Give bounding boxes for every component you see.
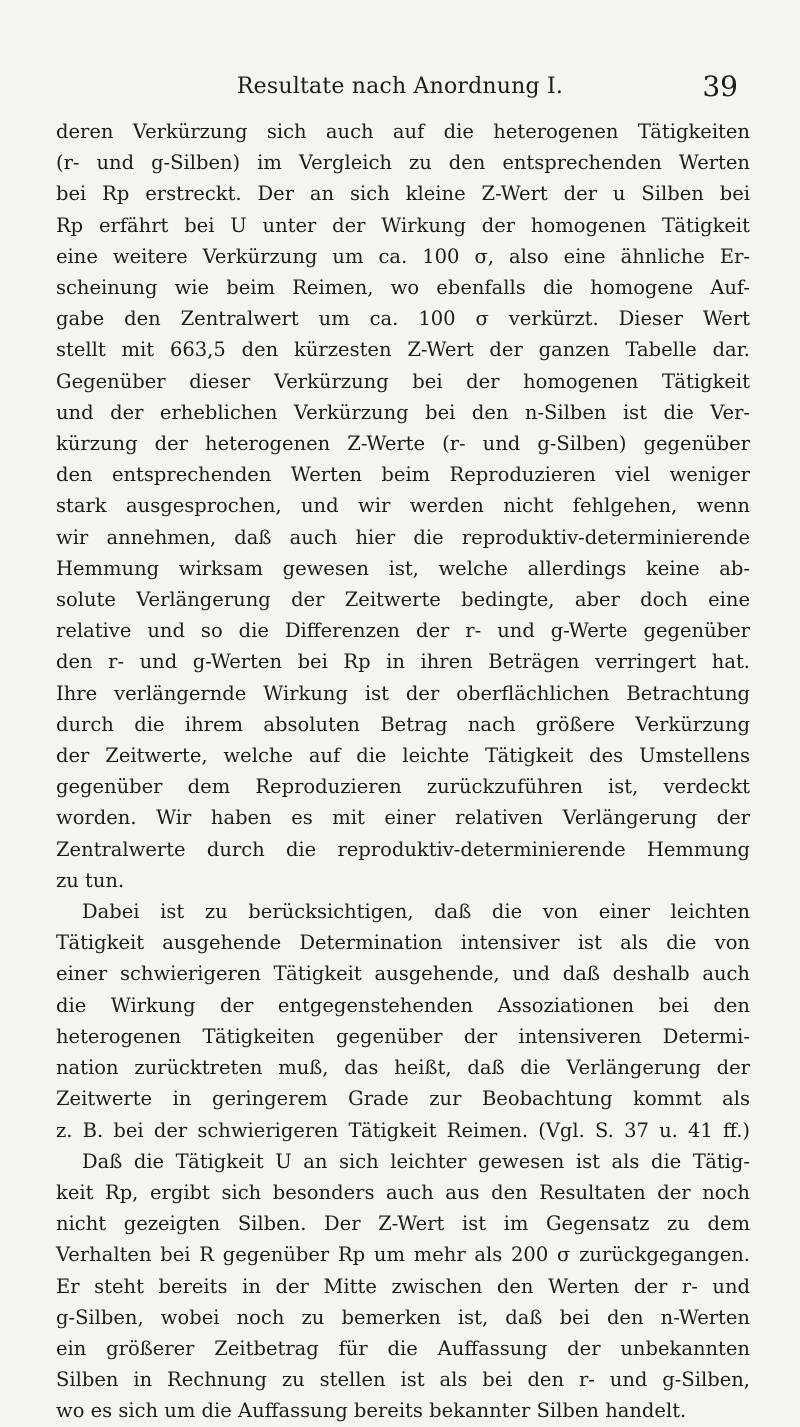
text-line: Zentralwerte durch die reproduktiv-determinierende Hemmung: [56, 837, 750, 861]
text-line: den entsprechenden Werten beim Reproduzieren viel weniger: [56, 463, 750, 487]
text-line: heterogenen Tätigkeiten gegenüber der intensiveren Determi-: [56, 1024, 750, 1048]
text-line: bei Rp erstreckt. Der an sich kleine Z-Wert der u Silben bei: [56, 182, 750, 206]
text-line: wo es sich um die Auffassung bereits bekannter Silben handelt.: [56, 1399, 687, 1423]
text-line: Zeitwerte in geringerem Grade zur Beobachtung kommt als: [56, 1087, 750, 1111]
text-line: und der erheblichen Verkürzung bei den n-Silben ist die Ver-: [56, 400, 750, 424]
text-line: durch die ihrem absoluten Betrag nach größere Verkürzung: [56, 712, 750, 736]
text-line: Rp erfährt bei U unter der Wirkung der homogenen Tätigkeit: [56, 213, 750, 237]
text-line: Er steht bereits in der Mitte zwischen den Werten der r- und: [56, 1274, 750, 1298]
text-line: relative und so die Differenzen der r- und g-Werte gegenüber: [56, 619, 750, 643]
text-line: Daß die Tätigkeit U an sich leichter gewesen ist als die Tätig-: [82, 1149, 750, 1173]
text-line: solute Verlängerung der Zeitwerte bedingte, aber doch eine: [56, 588, 750, 612]
text-line: Hemmung wirksam gewesen ist, welche allerdings keine ab-: [56, 556, 750, 580]
text-line: Verhalten bei R gegenüber Rp um mehr als 200 σ zurückgegangen.: [56, 1243, 750, 1267]
text-line: gegenüber dem Reproduzieren zurückzuführen ist, verdeckt: [56, 775, 750, 799]
page-number: 39: [702, 70, 738, 103]
text-line: Ihre verlängernde Wirkung ist der oberflächlichen Betrachtung: [56, 681, 750, 705]
text-line: ein größerer Zeitbetrag für die Auffassung der unbekannten: [56, 1336, 750, 1360]
text-line: (r- und g-Silben) im Vergleich zu den entsprechenden Werten: [56, 151, 750, 175]
text-line: gabe den Zentralwert um ca. 100 σ verkürzt. Dieser Wert: [56, 307, 750, 331]
text-line: g-Silben, wobei noch zu bemerken ist, daß bei den n-Werten: [56, 1305, 750, 1329]
text-line: worden. Wir haben es mit einer relativen Verlängerung der: [56, 806, 750, 830]
text-line: die Wirkung der entgegenstehenden Assoziationen bei den: [56, 993, 750, 1017]
text-line: Tätigkeit ausgehende Determination intensiver ist als die von: [56, 931, 750, 955]
text-line: stark ausgesprochen, und wir werden nicht fehlgehen, wenn: [56, 494, 750, 518]
text-line: kürzung der heterogenen Z-Werte (r- und g-Silben) gegenüber: [56, 432, 750, 456]
text-line: z. B. bei der schwierigeren Tätigkeit Reimen. (Vgl. S. 37 u. 41 ff.): [56, 1118, 750, 1142]
text-line: den r- und g-Werten bei Rp in ihren Beträgen verringert hat.: [56, 650, 750, 674]
text-line: nicht gezeigten Silben. Der Z-Wert ist im Gegensatz zu dem: [56, 1212, 750, 1236]
running-head: [50, 70, 750, 104]
text-line: der Zeitwerte, welche auf die leichte Tätigkeit des Umstellens: [56, 744, 750, 768]
text-line: deren Verkürzung sich auch auf die heterogenen Tätigkeiten: [56, 120, 750, 143]
text-line: wir annehmen, daß auch hier die reproduktiv-determinierende: [56, 525, 750, 549]
text-line: eine weitere Verkürzung um ca. 100 σ, also eine ähnliche Er-: [56, 244, 750, 268]
text-line: nation zurücktreten muß, das heißt, daß die Verlängerung der: [56, 1056, 750, 1080]
text-line: stellt mit 663,5 den kürzesten Z-Wert der ganzen Tabelle dar.: [56, 338, 750, 362]
body-text: [56, 116, 750, 1427]
text-line: Gegenüber dieser Verkürzung bei der homogenen Tätigkeit: [56, 369, 750, 393]
running-head-title: Resultate nach Anordnung I.: [236, 74, 564, 99]
text-line: Silben in Rechnung zu stellen ist als bei den r- und g-Silben,: [56, 1368, 750, 1392]
text-line: scheinung wie beim Reimen, wo ebenfalls die homogene Auf-: [56, 276, 750, 300]
text-line: zu tun.: [56, 868, 125, 892]
text-line: keit Rp, ergibt sich besonders auch aus den Resultaten der noch: [56, 1180, 750, 1204]
text-line: einer schwierigeren Tätigkeit ausgehende, und daß deshalb auch: [56, 962, 750, 986]
text-line: Dabei ist zu berücksichtigen, daß die von einer leichten: [82, 900, 750, 924]
